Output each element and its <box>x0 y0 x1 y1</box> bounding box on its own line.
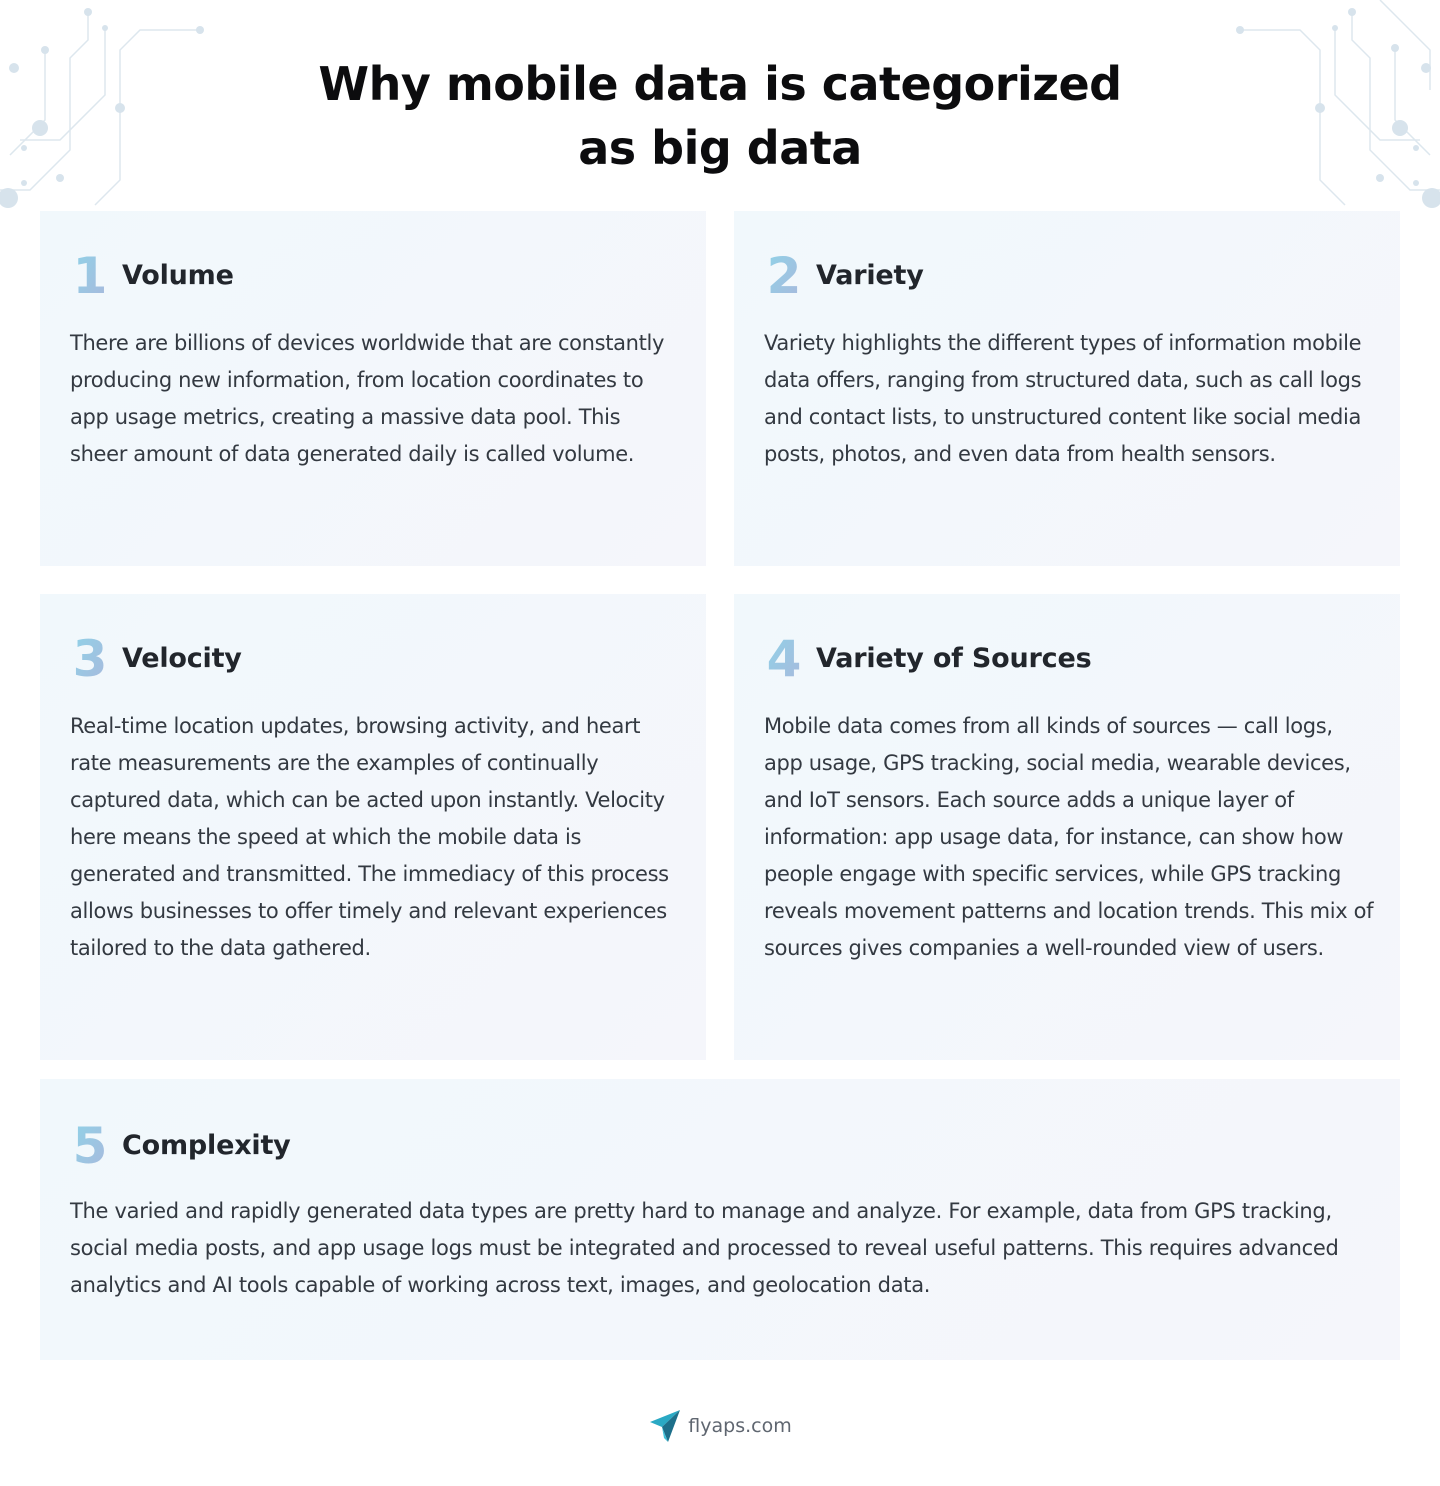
card-title: Velocity <box>122 642 242 674</box>
card-header <box>68 251 234 299</box>
paper-plane-icon <box>648 1408 682 1444</box>
svg-text:5: 5 <box>72 1121 108 1169</box>
card-velocity <box>40 594 706 1060</box>
card-title: Variety of Sources <box>816 642 1092 674</box>
card-header <box>68 634 242 682</box>
svg-text:2: 2 <box>766 251 802 299</box>
card-title: Volume <box>122 259 234 291</box>
card-title: Complexity <box>122 1129 291 1161</box>
page-title <box>0 52 1440 180</box>
card-description: There are billions of devices worldwide that are constantly producing new information, from location coordinates to app usage metrics, creating a massive data pool. This sheer amount of data generated daily is called volume. <box>70 331 665 466</box>
number-badge-2 <box>762 251 806 299</box>
card-description: Variety highlights the different types of information mobile data offers, ranging from structured data, such as call logs and contact lists, to unstructured content like social media posts, photos, and even data from health sensors. <box>764 331 1362 466</box>
number-badge-1 <box>68 251 112 299</box>
card-description: Real-time location updates, browsing activity, and heart rate measurements are the examples of continually captured data, which can be acted upon instantly. Velocity here means the speed at which the mobile data is generated and transmitted. The immediacy of this process allows businesses to offer timely and relevant experiences tailored to the data gathered. <box>70 714 669 960</box>
brand-link[interactable]: flyaps.com <box>688 1415 792 1437</box>
card-title: Variety <box>816 259 924 291</box>
number-badge-5 <box>68 1121 112 1169</box>
svg-text:1: 1 <box>72 251 108 299</box>
svg-text:4: 4 <box>766 634 802 682</box>
card-complexity <box>40 1079 1400 1360</box>
number-badge-3 <box>68 634 112 682</box>
card-variety-of-sources <box>734 594 1400 1060</box>
footer <box>0 1408 1440 1444</box>
svg-text:3: 3 <box>72 634 108 682</box>
card-header <box>68 1121 291 1169</box>
page-title-line-2: as big data <box>578 121 862 175</box>
page-title-line-1: Why mobile data is categorized <box>318 57 1122 111</box>
card-variety <box>734 211 1400 566</box>
card-description: Mobile data comes from all kinds of sources — call logs, app usage, GPS tracking, social media, wearable devices, and IoT sensors. Each source adds a unique layer of information: app usage data, for instance, can show how people engage with specific services, while GPS tracking reveals movement patterns and location trends. This mix of sources gives companies a well-rounded view of users. <box>764 714 1374 960</box>
card-volume <box>40 211 706 566</box>
card-header <box>762 634 1091 682</box>
card-description: The varied and rapidly generated data types are pretty hard to manage and analyze. For example, data from GPS tracking, social media posts, and app usage logs must be integrated and processed to reveal useful patterns. This requires advanced analytics and AI tools capable of working across text, images, and geolocation data. <box>70 1199 1339 1297</box>
card-header <box>762 251 924 299</box>
number-badge-4 <box>762 634 806 682</box>
